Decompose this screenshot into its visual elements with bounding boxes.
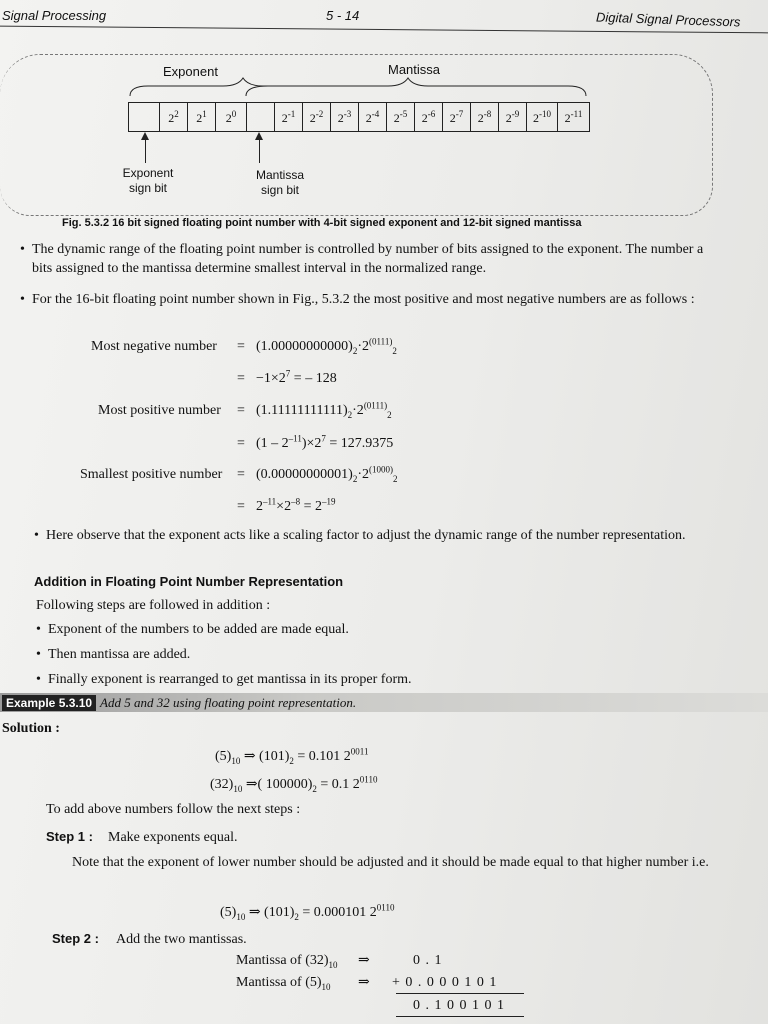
exponent-bit: $2^0$ bbox=[216, 103, 247, 131]
mantissa-bit: $2^{-7}$ bbox=[443, 103, 471, 131]
mantissa-bit: $2^{-8}$ bbox=[471, 103, 499, 131]
mantissa-bits bbox=[246, 102, 590, 132]
step1-text: Make exponents equal. bbox=[108, 830, 238, 845]
solution-line-3: $(5)_{10}$ ⇒ $(101)_2 = 0.000101$ $2^{0110}$ bbox=[220, 902, 395, 922]
exponent-sign-label: Exponent sign bit bbox=[122, 166, 174, 195]
mantissa-bit: $2^{-1}$ bbox=[275, 103, 303, 131]
addition-step: • Finally exponent is rearranged to get mantissa in its proper form. bbox=[48, 670, 412, 689]
header-right: Digital Signal Processors bbox=[595, 9, 741, 30]
follow-steps: To add above numbers follow the next steps : bbox=[46, 802, 301, 817]
mantissa-sign-label: Mantissa sign bit bbox=[255, 168, 305, 197]
step2-text: Add the two mantissas. bbox=[116, 932, 247, 947]
solution-label: Solution : bbox=[2, 721, 60, 736]
header-page-number: 5 - 14 bbox=[326, 8, 360, 23]
paragraph-16bit: • For the 16-bit floating point number shown in Fig., 5.3.2 the most positive and most negative numbers are as follows : bbox=[32, 290, 710, 309]
mantissa-bit: $2^{-10}$ bbox=[527, 103, 558, 131]
addition-step: • Then mantissa are added. bbox=[48, 645, 190, 664]
arrow-stem bbox=[259, 139, 260, 163]
arrow-stem bbox=[145, 139, 146, 163]
solution-line-2: $(32)_{10}$ ⇒( $100000)_2 = 0.1$ $2^{0110}$ bbox=[210, 774, 378, 794]
smallest-eq1: $(0.00000000001)_2\cdot 2^{(1000)}_2$ bbox=[256, 464, 398, 484]
step2-label: Step 2 : bbox=[52, 931, 99, 946]
implies-icon: ⇒ bbox=[358, 953, 370, 968]
sum-row-1: 0 . 1 bbox=[404, 953, 443, 968]
mantissa-bit: $2^{-3}$ bbox=[331, 103, 359, 131]
mantissa-bit: $2^{-4}$ bbox=[359, 103, 387, 131]
step1-label: Step 1 : bbox=[46, 829, 93, 844]
addition-heading: Addition in Floating Point Number Representation bbox=[34, 574, 344, 589]
smallest-positive-label: Smallest positive number bbox=[80, 467, 223, 482]
most-negative-label: Most negative number bbox=[91, 339, 217, 354]
exponent-bit: $2^2$ bbox=[160, 103, 188, 131]
sum-rule-bottom bbox=[396, 1016, 524, 1017]
exponent-label: Exponent bbox=[163, 64, 218, 79]
exponent-bits bbox=[128, 102, 247, 132]
paragraph-dynamic-range: • The dynamic range of the floating point number is controlled by number of bits assigned to the exponent. The number a bits assigned to the mantissa determine smallest interval in the normalized range. bbox=[32, 240, 710, 278]
implies-icon: ⇒ bbox=[358, 975, 370, 990]
eq-sign: = bbox=[237, 403, 245, 418]
eq-sign: = bbox=[237, 499, 245, 514]
paragraph-scaling: • Here observe that the exponent acts like a scaling factor to adjust the dynamic range of the number representation. bbox=[46, 526, 710, 545]
example-tag: Example 5.3.10 bbox=[2, 695, 96, 711]
sum-row-3: 0 . 1 0 0 1 0 1 bbox=[404, 998, 505, 1013]
most-negative-eq1: $(1.00000000000)_2\cdot 2^{(0111)}_2$ bbox=[256, 336, 397, 356]
header-rule bbox=[0, 26, 768, 34]
exponent-sign-cell bbox=[129, 103, 160, 131]
figure-caption: Fig. 5.3.2 16 bit signed floating point number with 4-bit signed exponent and 12-bit signed mantissa bbox=[62, 217, 582, 229]
most-positive-eq2: $(1 - 2^{-11})\times 2^7 = 127.9375$ bbox=[256, 433, 394, 451]
addition-intro: Following steps are followed in addition : bbox=[36, 598, 271, 613]
most-positive-label: Most positive number bbox=[98, 403, 221, 418]
step1-note: Note that the exponent of lower number should be adjusted and it should be made equal to that higher number i.e. bbox=[72, 855, 709, 870]
figure-braces bbox=[128, 76, 590, 98]
mantissa-bit: $2^{-9}$ bbox=[499, 103, 527, 131]
most-negative-eq2: $-1\times 2^7$ = – 128 bbox=[256, 368, 337, 386]
most-positive-eq1: $(1.11111111111)_2\cdot 2^{(0111)}_2$ bbox=[256, 400, 392, 420]
eq-sign: = bbox=[237, 436, 245, 451]
exponent-bit: $2^1$ bbox=[188, 103, 216, 131]
sum-row-2: + 0 . 0 0 0 1 0 1 bbox=[392, 975, 498, 990]
mantissa-bit: $2^{-5}$ bbox=[387, 103, 415, 131]
mantissa-bit: $2^{-11}$ bbox=[564, 109, 583, 125]
eq-sign: = bbox=[237, 371, 245, 386]
example-text: Add 5 and 32 using floating point representation. bbox=[100, 695, 357, 710]
addition-step: • Exponent of the numbers to be added are made equal. bbox=[48, 620, 349, 639]
mantissa-32-label: Mantissa of $(32)_{10}$ bbox=[236, 953, 338, 970]
smallest-eq2: $2^{-11}\times 2^{-8} = 2^{-19}$ bbox=[256, 496, 336, 514]
mantissa-bit: $2^{-2}$ bbox=[303, 103, 331, 131]
mantissa-sign-cell bbox=[247, 103, 275, 131]
header-left: Signal Processing bbox=[2, 8, 107, 23]
eq-sign: = bbox=[237, 339, 245, 354]
mantissa-bit: $2^{-6}$ bbox=[415, 103, 443, 131]
eq-sign: = bbox=[237, 467, 245, 482]
sum-rule bbox=[396, 993, 524, 994]
mantissa-5-label: Mantissa of $(5)_{10}$ bbox=[236, 975, 331, 992]
solution-line-1: $(5)_{10}$ ⇒ $(101)_2 = 0.101$ $2^{0011}$ bbox=[215, 746, 369, 766]
mantissa-label: Mantissa bbox=[388, 62, 441, 77]
